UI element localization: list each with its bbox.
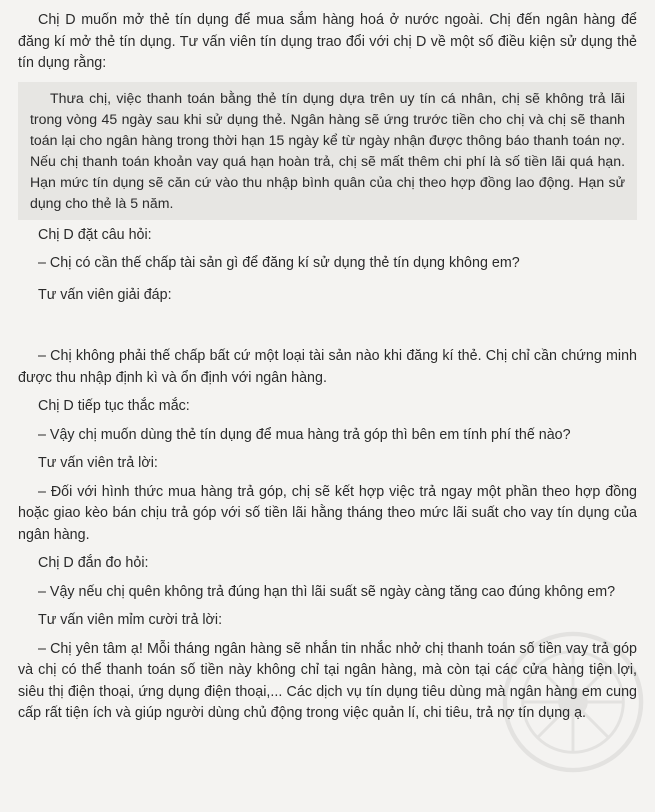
- advisor-quote-text: Thưa chị, việc thanh toán bằng thẻ tín dụng dựa trên uy tín cá nhân, chị sẽ không trả lãi trong vòng 45 ngày sau khi sử dụng thẻ. Ngân hàng sẽ ứng trước tiền cho chị và chị sẽ thanh toán lại cho ngân hàng trong thời hạn 15 ngày kể từ ngày nhận được thông báo thanh toán nợ. Nếu chị thanh toán khoản vay quá hạn hoàn trả, chị sẽ mất thêm chi phí là số tiền lãi quá hạn. Hạn mức tín dụng sẽ căn cứ vào thu nhập bình quân của chị theo hợp đồng lao động. Hạn sử dụng cho thẻ là 5 năm.: [30, 89, 625, 211]
- question-intro-1: Chị D đặt câu hỏi:: [38, 226, 152, 243]
- question-2: – Vậy chị muốn dùng thẻ tín dụng để mua hàng trả góp thì bên em tính phí thế nào?: [38, 426, 571, 443]
- answer-intro-2: Tư vấn viên trả lời:: [38, 455, 158, 471]
- answer-1: – Chị không phải thế chấp bất cứ một loại tài sản nào khi đăng kí thẻ. Chị chỉ cần chứng minh được thu nhập định kì và ổn định với ngân hàng.: [18, 348, 637, 386]
- answer-intro-1: Tư vấn viên giải đáp:: [38, 286, 172, 303]
- question-3: – Vậy nếu chị quên không trả đúng hạn thì lãi suất sẽ ngày càng tăng cao đúng không em?: [38, 583, 616, 600]
- question-intro-2: Chị D tiếp tục thắc mắc:: [38, 398, 190, 414]
- answer-3: – Chị yên tâm ạ! Mỗi tháng ngân hàng sẽ nhắn tin nhắc nhở chị thanh toán số tiền vay trả góp và chị có thể thanh toán số tiền này không chỉ tại ngân hàng, mà còn tại các cửa hàng tiện lợi, siêu thị điện thoại, ứng dụng điện thoại,... Các dịch vụ tín dụng tiêu dùng mà ngân hàng em cung cấp rất tiện ích và giúp người dùng chủ động trong việc quản lí, chi tiêu, trả nợ tín dụng ạ.: [18, 640, 637, 721]
- intro-paragraph: Chị D muốn mở thẻ tín dụng để mua sắm hàng hoá ở nước ngoài. Chị đến ngân hàng để đăng kí mở thẻ tín dụng. Tư vấn viên tín dụng trao đổi với chị D về một số điều kiện sử dụng thẻ tín dụng rằng:: [18, 12, 637, 71]
- advisor-quote-box: [18, 82, 637, 220]
- question-intro-3: Chị D đắn đo hỏi:: [38, 555, 149, 571]
- answer-intro-3: Tư vấn viên mỉm cười trả lời:: [38, 612, 223, 628]
- question-1: – Chị có cần thế chấp tài sản gì để đăng kí sử dụng thẻ tín dụng không em?: [38, 255, 520, 271]
- answer-2: – Đối với hình thức mua hàng trả góp, chị sẽ kết hợp việc trả ngay một phần theo hợp đồng hoặc giao kèo bán chịu trả góp với số tiền lãi hằng tháng theo mức lãi suất cho vay tín dụng của ngân hàng.: [18, 483, 637, 543]
